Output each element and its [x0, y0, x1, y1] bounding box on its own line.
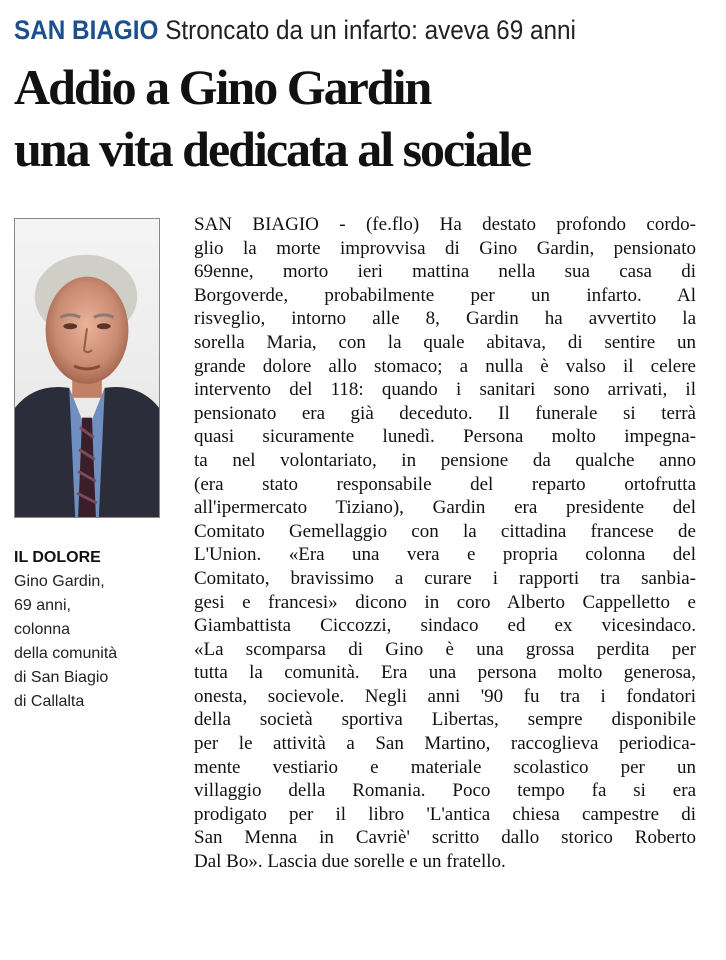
article-line: (era stato responsabile del reparto ortofrutta: [194, 473, 696, 495]
article-line: intervento del 118: quando i sanitari sono arrivati, il: [194, 379, 696, 401]
portrait-photo: [14, 218, 160, 518]
caption-label: IL DOLORE: [14, 549, 101, 566]
headline-line-2: una vita dedicata al sociale: [14, 121, 531, 177]
article-line: quasi sicuramente lunedì. Persona molto impegna-: [194, 426, 696, 448]
article-line: Comitato Gemellaggio con la cittadina francese de: [194, 520, 696, 542]
caption-line: di San Biagio: [14, 669, 109, 686]
article-line: Comitato, bravissimo a curare i rapporti tra sanbia-: [194, 567, 696, 589]
article-line: tutta la comunità. Era una persona molto generosa,: [194, 662, 696, 684]
kicker: [14, 14, 644, 46]
article-line: 69enne, morto ieri mattina nella sua casa di: [194, 261, 696, 283]
article-line: Dal Bo». Lascia due sorelle e un fratello.: [194, 851, 506, 873]
article-line: SAN BIAGIO - (fe.flo) Ha destato profondo cordo-: [194, 214, 696, 235]
article-line: all'ipermercato Tiziano), Gardin era presidente del: [194, 497, 696, 519]
article-line: Borgoverde, probabilmente per un infarto. Al: [194, 284, 696, 306]
article-line: mente vestiario e materiale scolastico per un: [194, 756, 696, 778]
headline-line-1: Addio a Gino Gardin: [14, 59, 431, 115]
article-line: prodigato per il libro 'L'antica chiesa campestre di: [194, 803, 696, 825]
caption-line: 69 anni,: [14, 597, 71, 614]
article-line: glio la morte improvvisa di Gino Gardin, pensionato: [194, 237, 696, 259]
article-line: onesta, socievole. Negli anni '90 fu tra i fondatori: [194, 685, 696, 707]
caption-line: colonna: [14, 621, 71, 638]
headline: [14, 56, 714, 180]
photo-caption: [14, 546, 174, 714]
article-line: risveglio, intorno alle 8, Gardin ha avvertito la: [194, 308, 696, 330]
kicker-subtitle: Stroncato da un infarto: aveva 69 anni: [165, 15, 576, 45]
article-line: San Menna in Cavriè' scritto dallo storico Roberto: [194, 827, 696, 849]
article-line: grande dolore allo stomaco; a nulla è valso il celere: [194, 355, 696, 377]
article-line: pensionato era già deceduto. Il funerale si terrà: [194, 402, 696, 424]
article-line: per le attività a San Martino, raccoglieva periodica-: [194, 733, 696, 755]
kicker-place: SAN BIAGIO: [14, 15, 159, 45]
caption-line: di Callalta: [14, 693, 85, 710]
article-line: ta nel volontariato, in pensione da qualche anno: [194, 449, 696, 471]
article-line: L'Union. «Era una vera e propria colonna del: [194, 544, 696, 566]
article-line: della società sportiva Libertas, sempre disponibile: [194, 709, 696, 731]
article-line: Giambattista Ciccozzi, sindaco ed ex vicesindaco.: [194, 615, 696, 637]
portrait-photo-icon: [15, 219, 159, 517]
caption-line: della comunità: [14, 645, 118, 662]
article-line: gesi e francesi» dicono in coro Alberto Cappelletto e: [194, 591, 696, 613]
caption-line: Gino Gardin,: [14, 573, 105, 590]
article-line: villaggio della Romania. Poco tempo fa si era: [194, 780, 696, 802]
article-line: sorella Maria, con la quale abitava, di sentire un: [194, 331, 696, 353]
article-body: [194, 213, 696, 874]
article-line: «La scomparsa di Gino è una grossa perdita per: [194, 638, 696, 660]
